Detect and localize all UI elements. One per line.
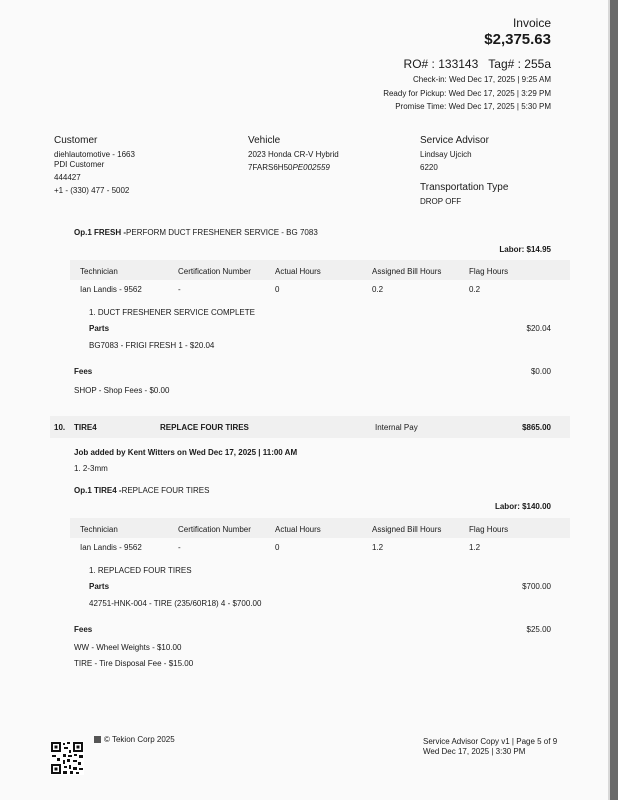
op1-code: Op.1 FRESH -: [74, 228, 127, 237]
customer-phone: +1 - (330) 477 - 5002: [54, 186, 130, 195]
job10-fees-label: Fees: [74, 625, 93, 634]
op1-bill-hours: 0.2: [372, 285, 384, 294]
copyright-text: © Tekion Corp 2025: [104, 735, 175, 744]
job10-fees-total: $25.00: [526, 625, 551, 634]
vin-prefix: 7FARS6H50: [248, 163, 293, 172]
job10-op-desc: REPLACE FOUR TIRES: [121, 486, 210, 495]
scan-edge-shadow: [610, 0, 618, 800]
job10-actual-hours: 0: [275, 543, 280, 552]
job10-code: TIRE4: [74, 423, 97, 432]
op1-fees-total: $0.00: [530, 367, 551, 376]
customer-type: PDI Customer: [54, 160, 105, 169]
job10-bill-hours: 1.2: [372, 543, 384, 552]
job10-flag-hours: 1.2: [469, 543, 481, 552]
job10-pay-type: Internal Pay: [375, 423, 418, 432]
job10-desc: REPLACE FOUR TIRES: [160, 423, 249, 432]
op1-parts-total: $20.04: [526, 324, 551, 333]
op1-certification: -: [178, 285, 181, 294]
customer-name: diehlautomotive - 1663: [54, 150, 135, 159]
op1-col-actual-hours: Actual Hours: [275, 267, 321, 276]
job10-col-certification: Certification Number: [178, 525, 251, 534]
advisor-name: Lindsay Ujcich: [420, 150, 472, 159]
footer-printed: Wed Dec 17, 2025 | 3:30 PM: [423, 747, 526, 756]
customer-id: 444427: [54, 173, 81, 182]
job10-col-actual-hours: Actual Hours: [275, 525, 321, 534]
job10-parts-label: Parts: [89, 582, 110, 591]
op1-title: [74, 228, 318, 237]
customer-heading: Customer: [54, 135, 98, 146]
job10-certification: -: [178, 543, 181, 552]
op1-col-certification: Certification Number: [178, 267, 251, 276]
job10-col-technician: Technician: [80, 525, 118, 534]
checkin-time: Check-in: Wed Dec 17, 2025 | 9:25 AM: [412, 75, 551, 84]
ro-number: RO# : 133143: [403, 57, 479, 71]
job10-fee-line-2: TIRE - Tire Disposal Fee - $15.00: [74, 659, 194, 668]
tekion-logo-icon: [94, 736, 101, 743]
op1-part-line: BG7083 - FRIGI FRESH 1 - $20.04: [89, 341, 215, 350]
job10-added-by: Job added by Kent Witters on Wed Dec 17, 2025 | 11:00 AM: [74, 448, 298, 457]
qr-code-icon: [50, 741, 84, 775]
transport-type: DROP OFF: [420, 197, 462, 206]
job10-note: 1. 2-3mm: [74, 464, 108, 473]
ready-time: Ready for Pickup: Wed Dec 17, 2025 | 3:29 PM: [383, 89, 551, 98]
job10-col-flag-hours: Flag Hours: [469, 525, 509, 534]
op1-col-technician: Technician: [80, 267, 118, 276]
op1-labor: Labor: $14.95: [499, 245, 551, 254]
job10-amount: $865.00: [522, 423, 551, 432]
op1-desc: PERFORM DUCT FRESHENER SERVICE - BG 7083: [126, 228, 318, 237]
vehicle-vin: [248, 163, 330, 172]
vehicle-heading: Vehicle: [248, 135, 281, 146]
op1-fee-line: SHOP - Shop Fees - $0.00: [74, 386, 170, 395]
op1-parts-label: Parts: [89, 324, 110, 333]
op1-technician: Ian Landis - 9562: [80, 285, 142, 294]
job10-header-bg: [50, 416, 570, 438]
document-title: Invoice: [512, 16, 551, 30]
op1-col-flag-hours: Flag Hours: [469, 267, 509, 276]
job10-parts-total: $700.00: [522, 582, 551, 591]
op1-col-bill-hours: Assigned Bill Hours: [372, 267, 442, 276]
job10-technician: Ian Landis - 9562: [80, 543, 142, 552]
vehicle-model: 2023 Honda CR-V Hybrid: [248, 150, 339, 159]
vin-suffix: PE002559: [292, 163, 330, 172]
job10-labor: Labor: $140.00: [494, 502, 551, 511]
footer-copy-info: Service Advisor Copy v1 | Page 5 of 9: [423, 737, 558, 746]
job10-op-note: 1. REPLACED FOUR TIRES: [89, 566, 192, 575]
op1-actual-hours: 0: [275, 285, 280, 294]
op1-note: 1. DUCT FRESHENER SERVICE COMPLETE: [89, 308, 255, 317]
invoice-total: $2,375.63: [484, 31, 551, 48]
transport-heading: Transportation Type: [420, 182, 509, 193]
op1-fees-label: Fees: [74, 367, 93, 376]
op1-flag-hours: 0.2: [469, 285, 481, 294]
advisor-heading: Service Advisor: [420, 135, 489, 146]
ro-tag-line: [404, 57, 551, 71]
tag-number: Tag# : 255a: [488, 57, 551, 71]
job10-number: 10.: [54, 423, 66, 432]
job10-op-code: Op.1 TIRE4 -: [74, 486, 122, 495]
promise-time: Promise Time: Wed Dec 17, 2025 | 5:30 PM: [395, 102, 551, 111]
job10-col-bill-hours: Assigned Bill Hours: [372, 525, 442, 534]
job10-part-line: 42751-HNK-004 - TIRE (235/60R18) 4 - $700.00: [89, 599, 262, 608]
job10-op-title: [74, 486, 209, 495]
job10-fee-line-1: WW - Wheel Weights - $10.00: [74, 643, 182, 652]
advisor-number: 6220: [420, 163, 438, 172]
footer-copyright: [94, 735, 175, 744]
